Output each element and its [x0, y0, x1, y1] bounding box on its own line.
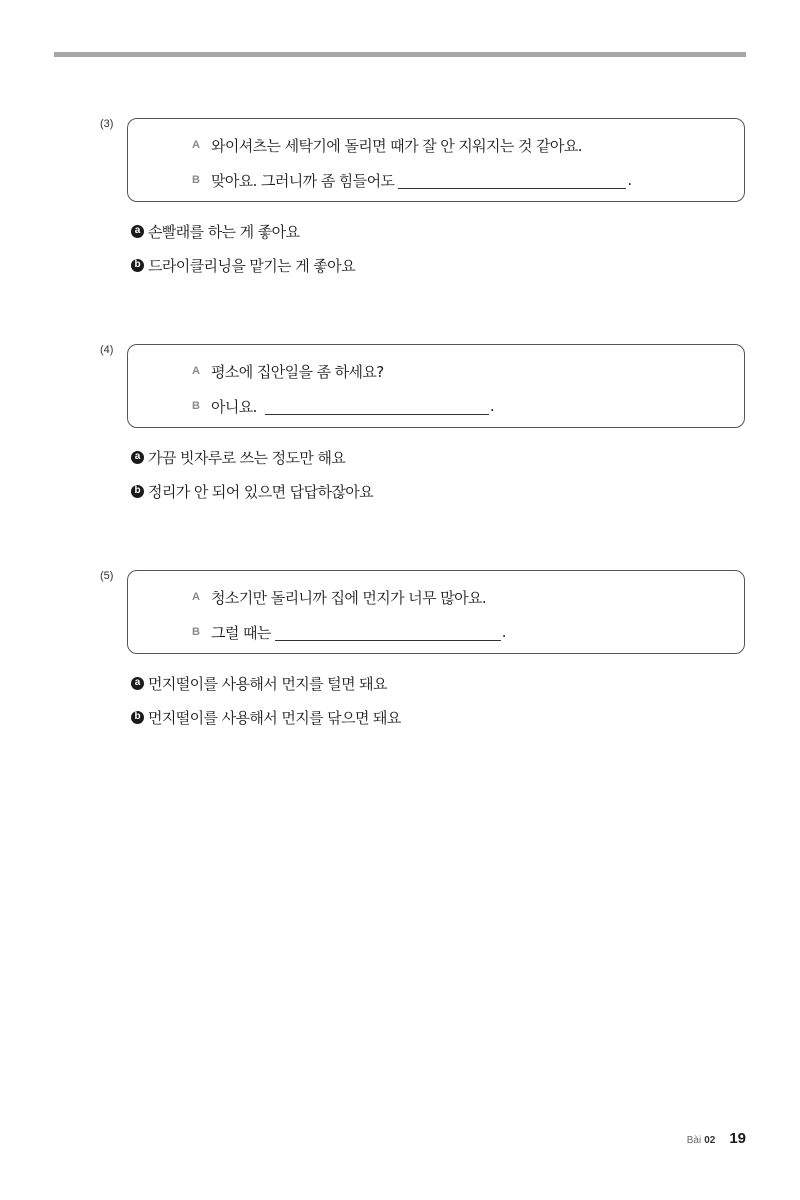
dialog-line-b: [192, 396, 495, 416]
option-b[interactable]: [131, 706, 401, 728]
option-a-text: 먼지떨이를 사용해서 먼지를 털면 돼요: [148, 674, 387, 693]
option-b-text: 드라이클리닝을 맡기는 게 좋아요: [148, 256, 355, 275]
speaker-b-label: B: [192, 174, 200, 186]
option-b-text: 먼지떨이를 사용해서 먼지를 닦으면 돼요: [148, 708, 401, 727]
page-footer: [687, 1130, 746, 1147]
option-b-marker: b: [131, 259, 144, 272]
option-a-text: 가끔 빗자루로 쓰는 정도만 해요: [148, 448, 346, 467]
dialog-line-a: [192, 135, 582, 155]
dialog-box: [127, 344, 745, 428]
question-number: (5): [100, 570, 114, 582]
option-a[interactable]: [131, 672, 387, 694]
speaker-a-text: 평소에 집안일을 좀 하세요?: [211, 362, 384, 381]
option-b[interactable]: [131, 480, 373, 502]
speaker-b-text: 그럴 때는: [211, 623, 271, 642]
option-a[interactable]: [131, 446, 345, 468]
speaker-b-label: B: [192, 400, 200, 412]
dialog-line-b: [192, 170, 632, 190]
speaker-b-text: 맞아요. 그러니까 좀 힘들어도: [211, 171, 395, 190]
answer-blank[interactable]: [265, 398, 489, 415]
speaker-a-label: A: [192, 591, 200, 603]
top-rule: [54, 52, 746, 57]
speaker-a-text: 와이셔츠는 세탁기에 돌리면 때가 잘 안 지워지는 것 같아요.: [211, 136, 582, 155]
option-a-marker: a: [131, 225, 144, 238]
dialog-box: [127, 570, 745, 654]
option-a[interactable]: [131, 220, 299, 242]
page-number: 19: [729, 1130, 746, 1147]
speaker-a-text: 청소기만 돌리니까 집에 먼지가 너무 많아요.: [211, 588, 487, 607]
option-a-text: 손빨래를 하는 게 좋아요: [148, 222, 300, 241]
speaker-b-label: B: [192, 626, 200, 638]
question-number: (4): [100, 344, 114, 356]
option-b[interactable]: [131, 254, 355, 276]
dialog-line-b: [192, 622, 507, 642]
sentence-end: .: [501, 623, 507, 641]
option-b-marker: b: [131, 485, 144, 498]
option-b-text: 정리가 안 되어 있으면 답답하잖아요: [148, 482, 374, 501]
answer-blank[interactable]: [275, 624, 501, 641]
dialog-line-a: [192, 587, 486, 607]
sentence-end: .: [627, 171, 633, 189]
option-a-marker: a: [131, 677, 144, 690]
dialog-box: [127, 118, 745, 202]
lesson-label: Bài: [686, 1135, 702, 1146]
speaker-a-label: A: [192, 365, 200, 377]
lesson-number: 02: [704, 1135, 716, 1146]
speaker-a-label: A: [192, 139, 200, 151]
sentence-end: .: [489, 397, 495, 415]
answer-blank[interactable]: [398, 172, 626, 189]
option-a-marker: a: [131, 451, 144, 464]
speaker-b-text: 아니요.: [211, 397, 257, 416]
dialog-line-a: [192, 361, 384, 381]
option-b-marker: b: [131, 711, 144, 724]
question-number: (3): [100, 118, 114, 130]
